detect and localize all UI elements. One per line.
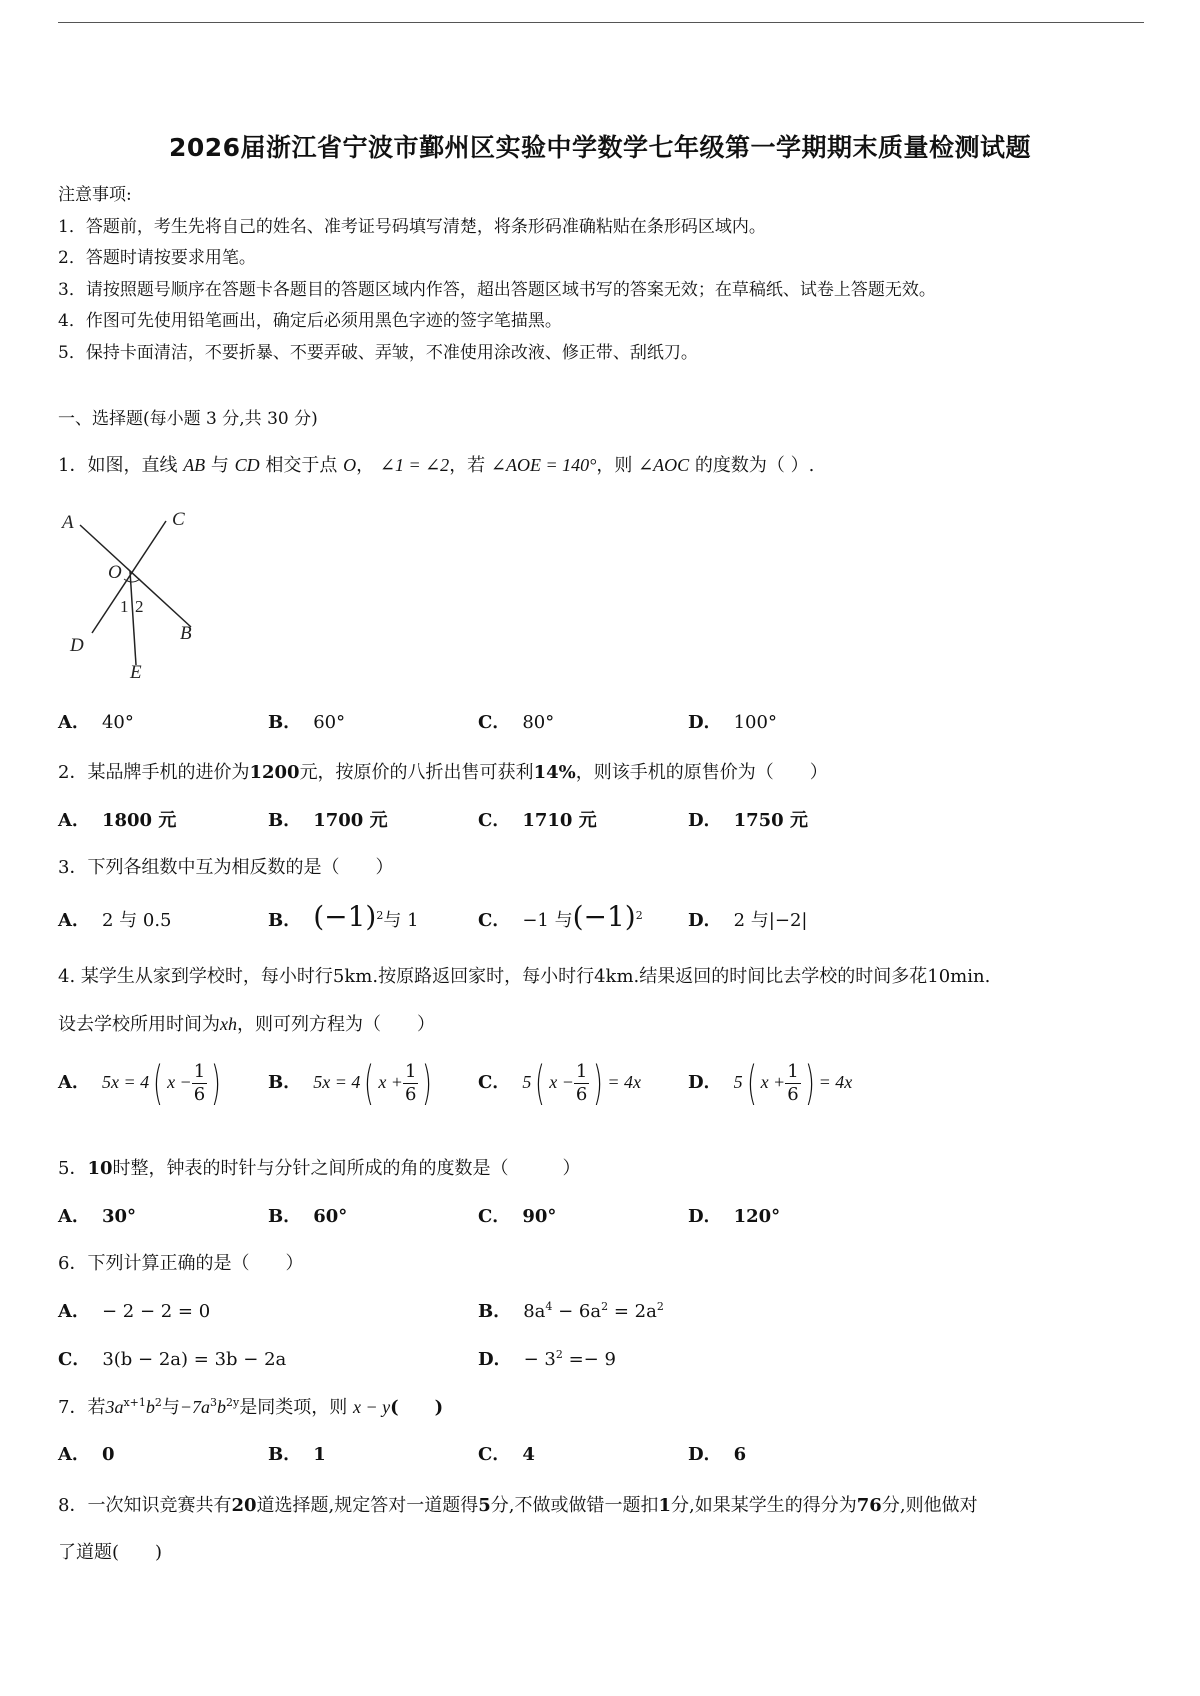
notice-heading: 注意事项: <box>58 185 132 205</box>
q1-figure <box>56 505 216 685</box>
label-1: 1 <box>120 597 129 616</box>
label-2: 2 <box>135 597 144 616</box>
q1-option-c[interactable]: C． 80° <box>478 712 555 733</box>
label-e: E <box>130 662 142 683</box>
exam-title: 2026届浙江省宁波市鄞州区实验中学数学七年级第一学期期末质量检测试题 <box>168 133 1032 162</box>
label-d: D <box>70 635 84 656</box>
notice-item: 4．作图可先使用铅笔画出，确定后必须用黑色字迹的签字笔描黑。 <box>58 311 562 331</box>
q1-option-a[interactable]: A． 40° <box>58 712 134 733</box>
label-b: B <box>180 623 192 644</box>
line-oe <box>130 571 136 665</box>
q1-option-b[interactable]: B． 60° <box>268 712 346 733</box>
q7-option-d[interactable]: D． 6 <box>688 1444 747 1465</box>
q7-option-c[interactable]: C． 4 <box>478 1444 535 1465</box>
q6-stem: 6．下列计算正确的是（ ） <box>58 1253 304 1274</box>
q7-stem: 7．若$3a^{x+1}b^2$与$-7a^3b^{2y}$是同类项，则 x − y( ) <box>58 1396 444 1418</box>
q5-stem: 5．10时整，钟表的时针与分针之间所成的角的度数是（ ） <box>58 1158 581 1179</box>
q5-option-a[interactable]: A． 30° <box>58 1206 137 1227</box>
q2-option-d[interactable]: D． 1750 元 <box>688 810 808 831</box>
q3-option-a[interactable]: A． 2 与 0.5 <box>58 910 172 931</box>
notice-item: 1．答题前，考生先将自己的姓名、准考证号码填写清楚，将条形码准确粘贴在条形码区域内。 <box>58 216 766 237</box>
line-cd <box>92 521 166 633</box>
q3-option-d[interactable]: D． 2 与|−2| <box>688 910 808 931</box>
q5-option-d[interactable]: D． 120° <box>688 1206 781 1227</box>
q4-stem-line1: 4. 某学生从家到学校时，每小时行5km.按原路返回家时，每小时行4km.结果返回的时间比去学校的时间多花10min. <box>58 966 991 987</box>
q4-option-a[interactable]: A． 5x = 4( x − $\frac{1}{6}$ ) <box>58 1056 222 1110</box>
header-rule <box>58 22 1144 23</box>
q3-option-c[interactable]: C． −1 与$(-1)^2$ <box>478 900 643 933</box>
q3-option-b[interactable]: B． $(-1)^2$与 1 <box>268 900 419 933</box>
q2-option-b[interactable]: B． 1700 元 <box>268 810 388 831</box>
notice-item: 2．答题时请按要求用笔。 <box>58 248 256 268</box>
q6-option-d[interactable]: D． − $3^2 =- 9$ <box>478 1348 616 1370</box>
notice-block <box>58 180 936 369</box>
notice-item: 3．请按照题号顺序在答题卡各题目的答题区域内作答，超出答题区域书写的答案无效；在草稿纸、试卷上答题无效。 <box>58 279 936 300</box>
q4-option-d[interactable]: D． 5( x + $\frac{1}{6}$ ) = 4x <box>688 1056 853 1110</box>
q3-stem: 3．下列各组数中互为相反数的是（ ） <box>58 857 394 878</box>
q2-option-c[interactable]: C． 1710 元 <box>478 810 597 831</box>
q2-stem: 2．某品牌手机的进价为1200元，按原价的八折出售可获利14%，则该手机的原售价为（ ） <box>58 762 828 783</box>
notice-item: 5．保持卡面清洁，不要折暴、不要弄破、弄皱，不准使用涂改液、修正带、刮纸刀。 <box>58 342 698 363</box>
q4-stem-line2: 设去学校所用时间为xh，则可列方程为（ ） <box>58 1014 435 1035</box>
label-c: C <box>172 509 185 530</box>
q8-stem-line1: 8．一次知识竞赛共有20道选择题,规定答对一道题得5分,不做或做错一题扣1分,如果某学生的得分为76分,则他做对 <box>58 1495 978 1516</box>
q6-option-a[interactable]: A． − 2 − 2 = 0 <box>58 1301 211 1322</box>
q5-option-c[interactable]: C． 90° <box>478 1206 557 1227</box>
q4-option-b[interactable]: B． 5x = 4( x + $\frac{1}{6}$ ) <box>268 1056 433 1110</box>
q2-option-a[interactable]: A． 1800 元 <box>58 810 177 831</box>
label-o: O <box>108 562 122 583</box>
q1-option-d[interactable]: D． 100° <box>688 712 777 733</box>
section-heading: 一、选择题(每小题 3 分,共 30 分) <box>58 409 318 429</box>
q6-option-c[interactable]: C． 3(b − 2a) = 3b − 2a <box>58 1349 287 1370</box>
label-a: A <box>62 512 74 533</box>
q5-option-b[interactable]: B． 60° <box>268 1206 348 1227</box>
q6-option-b[interactable]: B． $8a^4 - 6a^2 = 2a^2$ <box>478 1300 664 1322</box>
q4-option-c[interactable]: C． 5( x − $\frac{1}{6}$ ) = 4x <box>478 1056 641 1110</box>
q7-option-b[interactable]: B． 1 <box>268 1444 326 1465</box>
q1-stem: 1．如图，直线 AB 与 CD 相交于点 O， ∠1 = ∠2，若 ∠AOE = 140°，则 ∠AOC 的度数为（ ）. <box>58 455 815 476</box>
q8-stem-line2: 了道题( ) <box>58 1542 163 1563</box>
q7-option-a[interactable]: A． 0 <box>58 1444 115 1465</box>
